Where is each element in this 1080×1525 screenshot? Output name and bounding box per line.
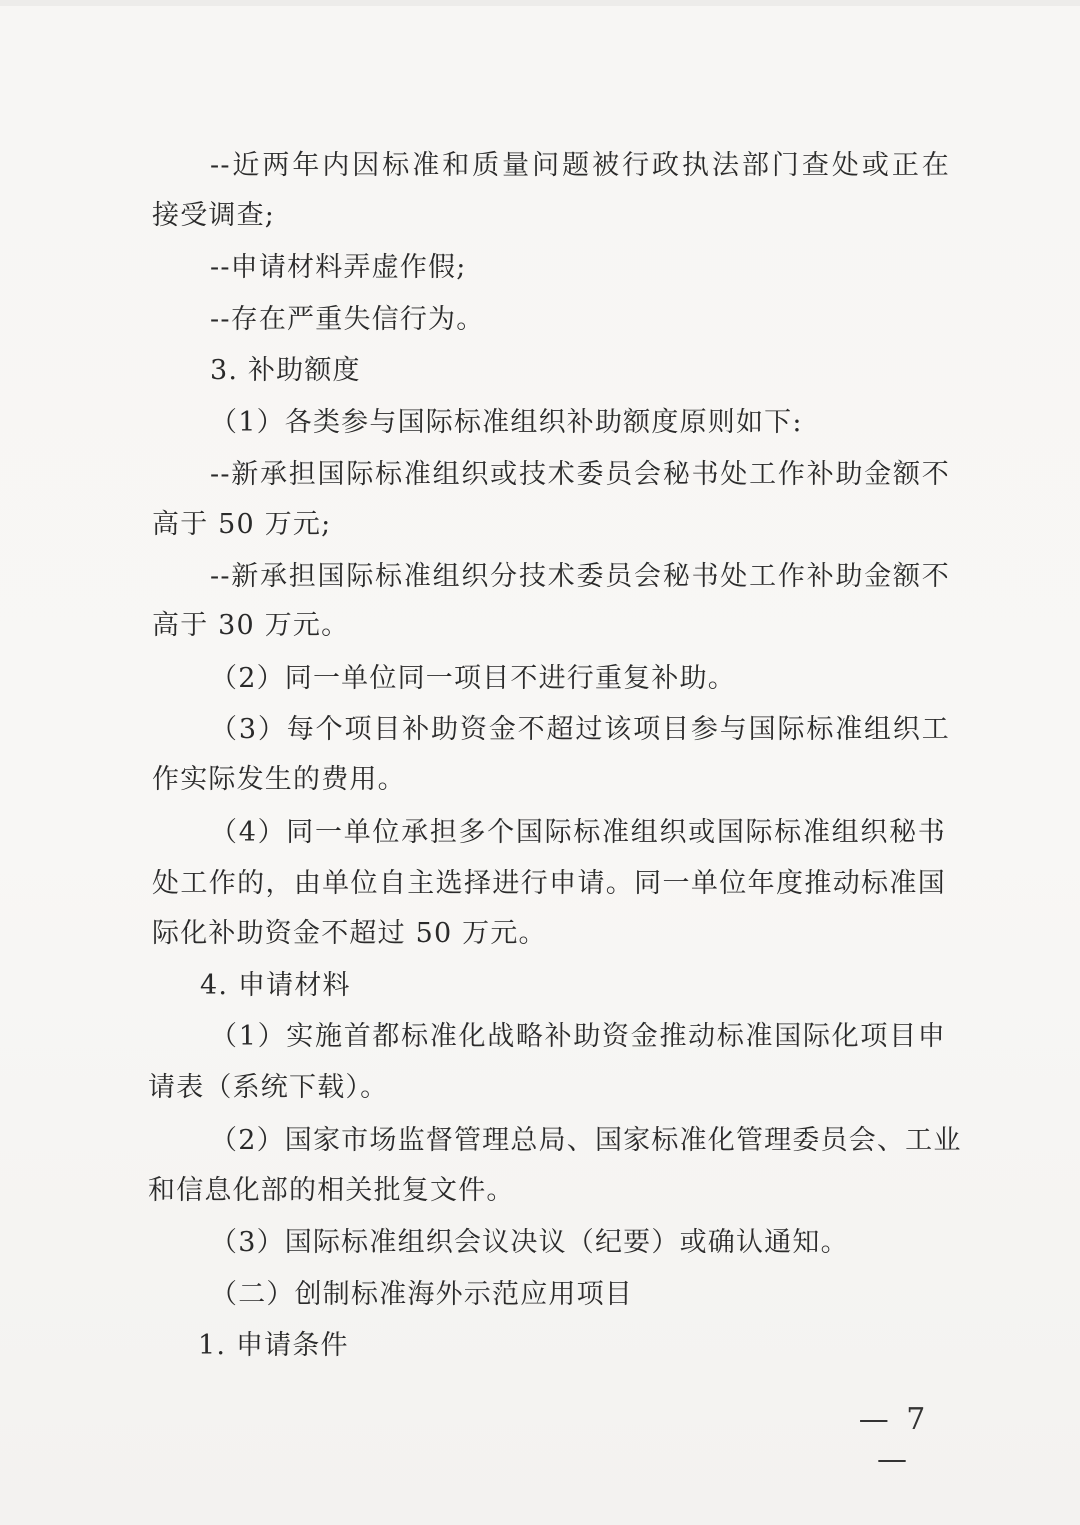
text-line-2: 接受调查; <box>152 200 276 231</box>
text-line-9: --新承担国际标准组织分技术委员会秘书处工作补助金额不 <box>210 561 950 592</box>
text-line-8: 高于 50 万元; <box>152 509 332 540</box>
text-line-22: （3）国际标准组织会议决议（纪要）或确认通知。 <box>210 1227 849 1258</box>
text-line-14: （4）同一单位承担多个国际标准组织或国际标准组织秘书 <box>210 817 946 848</box>
text-line-18: （1）实施首都标准化战略补助资金推动标准国际化项目申 <box>210 1021 946 1052</box>
section-heading-4: 4. 申请材料 <box>200 970 351 1001</box>
text-line-21: 和信息化部的相关批复文件。 <box>148 1175 515 1206</box>
section-heading-1: 1. 申请条件 <box>198 1330 349 1361</box>
section-heading-3: 3. 补助额度 <box>210 355 361 386</box>
page-number: — 7 — <box>858 1402 930 1477</box>
text-line-13: 作实际发生的费用。 <box>152 764 406 795</box>
scan-edge-shadow <box>0 0 1080 6</box>
text-line-12: （3）每个项目补助资金不超过该项目参与国际标准组织工 <box>210 714 950 745</box>
text-line-11: （2）同一单位同一项目不进行重复补助。 <box>210 663 736 694</box>
text-line-7: --新承担国际标准组织或技术委员会秘书处工作补助金额不 <box>210 459 950 490</box>
text-line-10: 高于 30 万元。 <box>152 610 350 641</box>
text-line-20: （2）国家市场监督管理总局、国家标准化管理委员会、工业 <box>210 1125 962 1156</box>
text-line-6: （1）各类参与国际标准组织补助额度原则如下: <box>210 407 803 438</box>
text-line-1: --近两年内因标准和质量问题被行政执法部门查处或正在 <box>210 150 950 181</box>
text-line-16: 际化补助资金不超过 50 万元。 <box>152 918 547 949</box>
text-line-3: --申请材料弄虚作假; <box>210 252 467 283</box>
text-line-15: 处工作的，由单位自主选择进行申请。同一单位年度推动标准国 <box>152 868 946 899</box>
text-line-4: --存在严重失信行为。 <box>210 304 485 335</box>
section-heading-2: （二）创制标准海外示范应用项目 <box>210 1279 633 1310</box>
text-line-19: 请表（系统下载）。 <box>148 1072 389 1103</box>
